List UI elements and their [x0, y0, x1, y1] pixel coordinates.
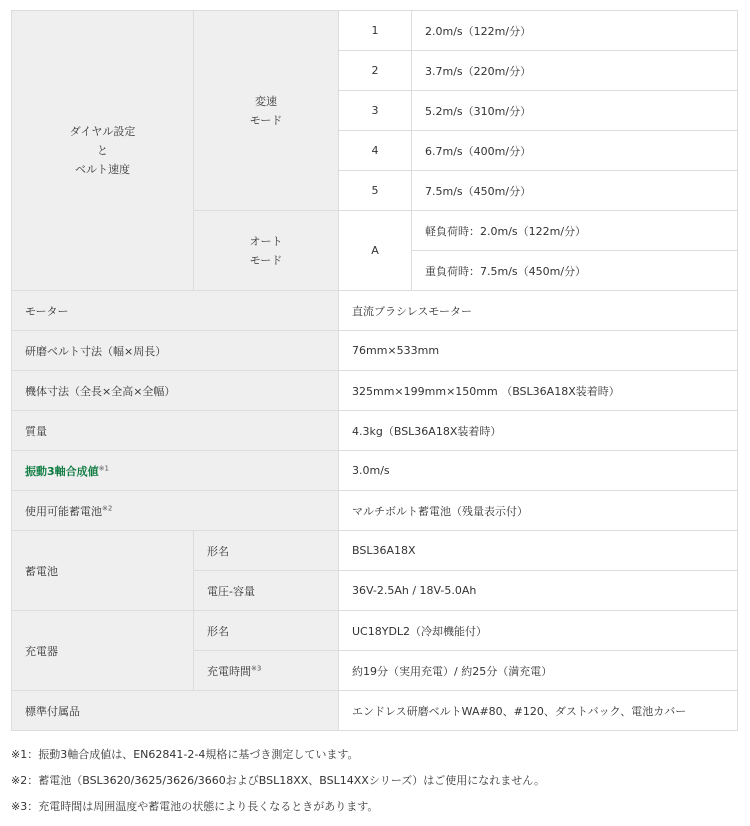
dial-number: 5	[339, 171, 412, 211]
body-size-label: 機体寸法（全長×全高×全幅）	[12, 371, 339, 411]
spec-table	[11, 10, 738, 731]
dial-number: 2	[339, 51, 412, 91]
battery-model-label: 形名	[194, 531, 339, 571]
table-row	[12, 371, 738, 411]
auto-mode-line: オート	[249, 234, 283, 248]
charger-model-value: UC18YDL2（冷却機能付）	[339, 611, 738, 651]
belt-speed: 6.7m/s（400m/分）	[412, 131, 738, 171]
belt-size-value: 76mm×533mm	[339, 331, 738, 371]
vibration-link[interactable]: 振動3軸合成値	[25, 464, 99, 478]
usable-battery-label-cell	[12, 491, 339, 531]
table-row	[12, 691, 738, 731]
charger-label: 充電器	[12, 611, 194, 691]
auto-dial: A	[339, 211, 412, 291]
usable-battery-value: マルチボルト蓄電池（残量表示付）	[339, 491, 738, 531]
auto-speed-heavy: 重負荷時：7.5m/s（450m/分）	[412, 251, 738, 291]
charge-time-value: 約19分（実用充電）/ 約25分（満充電）	[339, 651, 738, 691]
footnote: ※3：充電時間は周囲温度や蓄電池の状態により長くなるときがあります。	[11, 800, 379, 813]
table-row	[12, 611, 738, 651]
battery-capacity-label: 電圧-容量	[194, 571, 339, 611]
battery-model-value: BSL36A18X	[339, 531, 738, 571]
table-row	[12, 11, 738, 51]
table-row	[12, 331, 738, 371]
battery-capacity-value: 36V-2.5Ah / 18V-5.0Ah	[339, 571, 738, 611]
mass-value: 4.3kg（BSL36A18X装着時）	[339, 411, 738, 451]
table-row	[12, 491, 738, 531]
charge-time-label-cell	[194, 651, 339, 691]
dial-label-line: ダイヤル設定	[69, 125, 136, 138]
variable-mode-line: 変速	[255, 94, 277, 108]
dial-speed-label-cell	[12, 11, 194, 291]
battery-label: 蓄電池	[12, 531, 194, 611]
accessories-value: エンドレス研磨ベルトWA#80、#120、ダストバック、電池カバー	[339, 691, 738, 731]
vibration-value: 3.0m/s	[339, 451, 738, 491]
variable-mode-line: モード	[249, 113, 283, 127]
dial-label-line: ベルト速度	[75, 163, 130, 176]
auto-speed-light: 軽負荷時：2.0m/s（122m/分）	[412, 211, 738, 251]
table-row	[12, 451, 738, 491]
charger-model-label: 形名	[194, 611, 339, 651]
table-row	[12, 291, 738, 331]
auto-mode-line: モード	[249, 253, 283, 267]
belt-speed: 5.2m/s（310m/分）	[412, 91, 738, 131]
charge-time-label: 充電時間	[207, 664, 251, 678]
footnote-marker: ※2	[102, 503, 113, 512]
footnote-marker: ※1	[98, 463, 109, 472]
footnote: ※1：振動3軸合成値は、EN62841-2-4規格に基づき測定しています。	[11, 748, 359, 761]
mass-label: 質量	[12, 411, 339, 451]
footnote: ※2：蓄電池（BSL3620/3625/3626/3660およびBSL18XX、BSL14XXシリーズ）はご使用になれません。	[11, 774, 545, 787]
vibration-label-cell	[12, 451, 339, 491]
table-row	[12, 531, 738, 571]
auto-mode-label-cell	[194, 211, 339, 291]
variable-mode-label-cell	[194, 11, 339, 211]
table-row	[12, 411, 738, 451]
belt-speed: 2.0m/s（122m/分）	[412, 11, 738, 51]
footnotes	[11, 742, 737, 820]
dial-label-line: と	[97, 144, 108, 157]
footnote-marker: ※3	[251, 663, 262, 672]
belt-size-label: 研磨ベルト寸法（幅×周長）	[12, 331, 339, 371]
belt-speed: 3.7m/s（220m/分）	[412, 51, 738, 91]
dial-number: 4	[339, 131, 412, 171]
accessories-label: 標準付属品	[12, 691, 339, 731]
belt-speed: 7.5m/s（450m/分）	[412, 171, 738, 211]
dial-number: 3	[339, 91, 412, 131]
motor-label: モーター	[12, 291, 339, 331]
body-size-value: 325mm×199mm×150mm （BSL36A18X装着時）	[339, 371, 738, 411]
motor-value: 直流ブラシレスモーター	[339, 291, 738, 331]
dial-number: 1	[339, 11, 412, 51]
usable-battery-label: 使用可能蓄電池	[25, 504, 102, 518]
